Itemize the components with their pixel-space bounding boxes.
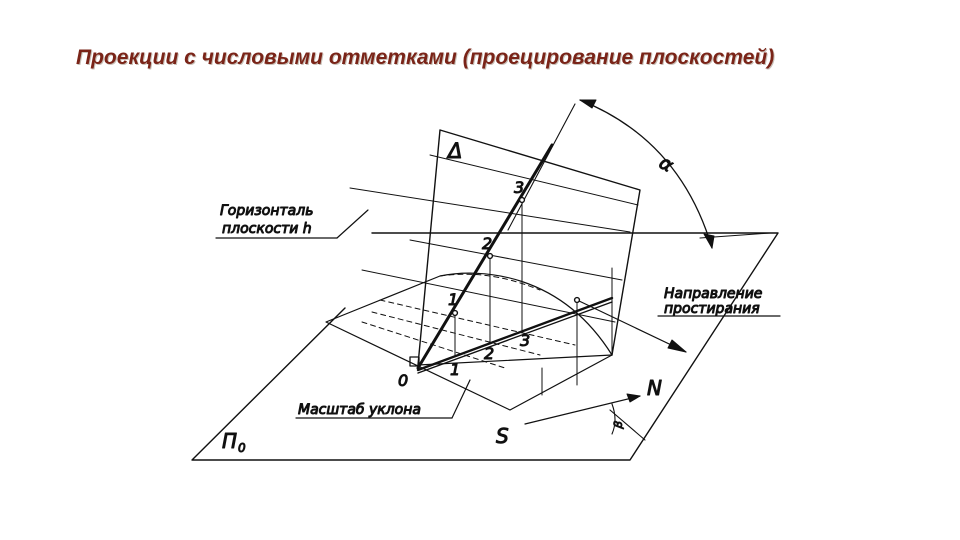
mark-2-plane: 2 [482,234,493,253]
horizontal-label-line1: Горизонталь [220,203,314,219]
slope-scale-leader-diagonal [452,380,470,418]
horizontal-label-line2: плоскости h [222,221,312,237]
point-strike [575,298,580,303]
plane-p0-label: П [222,429,238,453]
south-label: S [496,424,509,448]
horizontal-line-3 [350,188,630,232]
horizontal-leader-diagonal [337,210,368,238]
ns-direction-line [525,396,640,424]
mark-2-projection: 2 [484,344,495,363]
strike-arrowhead [668,340,686,352]
strike-label-line2: простирания [664,301,760,317]
point-2-plane [488,254,493,259]
alpha-arrow-top [580,100,596,108]
point-1-plane [453,311,458,316]
mark-0: 0 [398,371,409,390]
alpha-arrow-bottom [704,234,714,248]
north-label: N [647,376,662,400]
page-title: Проекции с числовыми отметками (проецирование плоскостей) [76,46,775,69]
ns-arrowhead [627,394,640,402]
horizontal-line-2 [410,240,622,280]
slope-scale-line-inner [418,302,612,373]
plane-p0-subscript: 0 [238,441,246,455]
strike-label-line1: Направление [664,286,763,302]
azimuth-label: β [611,419,626,430]
alpha-label: α [655,151,678,177]
mark-3-projection: 3 [520,331,531,350]
alpha-arc [580,100,712,248]
mark-1-plane: 1 [448,290,459,309]
mark-3-plane: 3 [514,178,525,197]
azimuth-arc [612,404,615,434]
slope-scale-label: Масштаб уклона [298,402,421,418]
point-3-plane [520,198,525,203]
plane-delta-label: Δ [448,139,463,163]
mark-1-projection: 1 [450,360,461,379]
projection-outline [326,273,612,410]
